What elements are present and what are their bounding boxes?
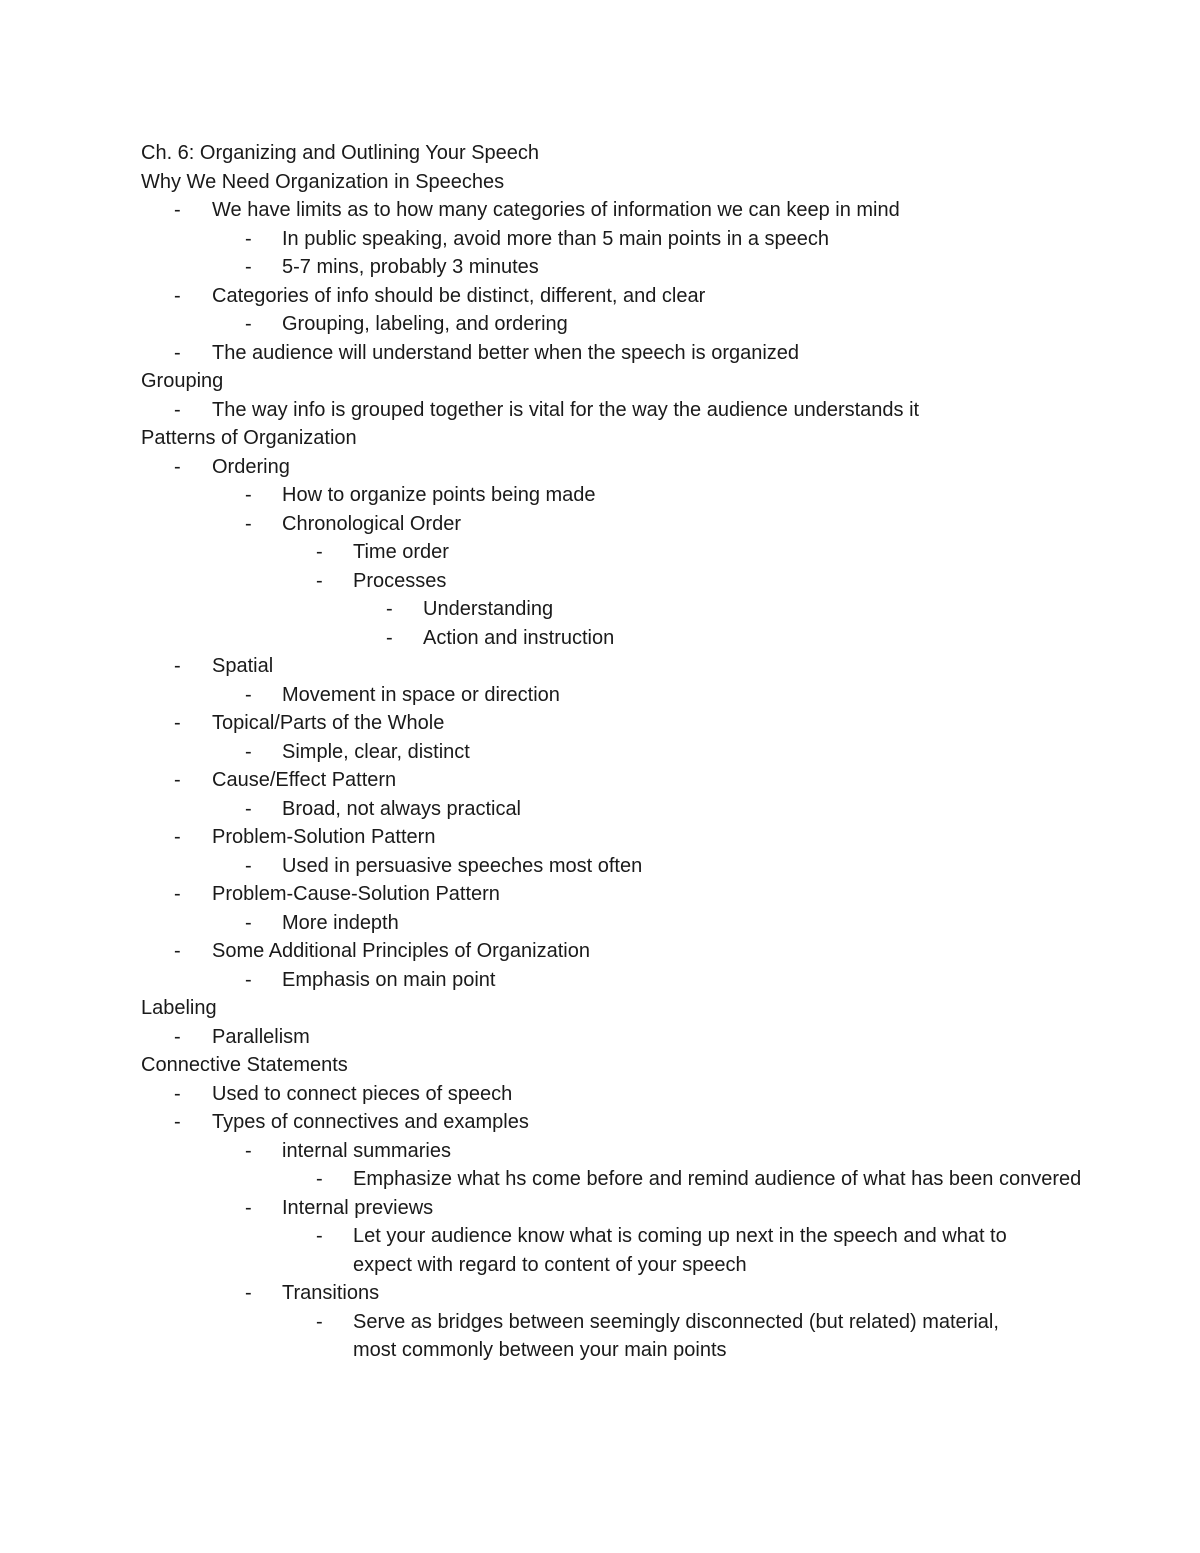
section-heading xyxy=(141,994,1101,1023)
outline-item xyxy=(141,567,1101,596)
document-title: Ch. 6: Organizing and Outlining Your Speech xyxy=(141,142,540,164)
outline-text: We have limits as to how many categories of information we can keep in mind xyxy=(212,199,900,221)
outline-text: Let your audience know what is coming up next in the speech and what to expect with regard to content of your speech xyxy=(353,1225,1007,1276)
outline-text: Simple, clear, distinct xyxy=(282,740,470,763)
outline-item xyxy=(141,1023,1101,1052)
dash-bullet-icon: - xyxy=(316,1310,323,1333)
dash-bullet-icon: - xyxy=(386,598,393,620)
outline-text: Understanding xyxy=(423,598,554,620)
dash-bullet-icon: - xyxy=(245,484,252,506)
dash-bullet-icon: - xyxy=(174,940,181,962)
dash-bullet-icon: - xyxy=(245,740,252,763)
dash-bullet-icon: - xyxy=(174,826,181,848)
outline-item xyxy=(141,538,1101,567)
section-heading xyxy=(141,1051,1101,1080)
dash-bullet-icon: - xyxy=(245,1139,252,1162)
dash-bullet-icon: - xyxy=(174,712,181,734)
outline-text: Transitions xyxy=(282,1282,380,1304)
dash-bullet-icon: - xyxy=(174,284,181,307)
outline-text: Problem-Cause-Solution Pattern xyxy=(212,883,500,905)
dash-bullet-icon: - xyxy=(245,313,252,335)
outline-text: The way info is grouped together is vital for the way the audience understands it xyxy=(212,398,920,421)
outline-item xyxy=(141,453,1101,482)
document-body xyxy=(141,139,1101,1365)
outline-item xyxy=(141,738,1101,767)
outline-text: How to organize points being made xyxy=(282,484,596,506)
dash-bullet-icon: - xyxy=(174,1025,181,1048)
outline-item xyxy=(141,624,1101,653)
outline-item xyxy=(141,880,1101,909)
dash-bullet-icon: - xyxy=(245,1196,252,1219)
dash-bullet-icon: - xyxy=(245,256,252,278)
outline-item xyxy=(141,396,1101,425)
outline-text: Problem-Solution Pattern xyxy=(212,826,436,848)
outline-text: Chronological Order xyxy=(282,512,461,535)
outline-item xyxy=(141,709,1101,738)
dash-bullet-icon: - xyxy=(174,769,181,791)
outline-text: Categories of info should be distinct, different, and clear xyxy=(212,284,706,307)
dash-bullet-icon: - xyxy=(174,655,181,677)
outline-item xyxy=(141,1165,1101,1194)
outline-item xyxy=(141,225,1101,254)
outline-text: Emphasize what hs come before and remind audience of what has been convered xyxy=(353,1168,1082,1190)
outline-text: Serve as bridges between seemingly disconnected (but related) material, most commonly between your main points xyxy=(353,1310,999,1361)
outline-text: Action and instruction xyxy=(423,626,615,649)
outline-text: More indepth xyxy=(282,911,399,934)
outline-item xyxy=(141,1222,1046,1279)
dash-bullet-icon: - xyxy=(245,968,252,991)
outline-item xyxy=(141,510,1101,539)
outline-text: Patterns of Organization xyxy=(141,427,357,449)
outline-text: The audience will understand better when the speech is organized xyxy=(212,341,800,364)
outline-item xyxy=(141,1308,1046,1365)
section-heading xyxy=(141,367,1101,396)
dash-bullet-icon: - xyxy=(316,569,323,592)
outline-item xyxy=(141,909,1101,938)
outline-text: Parallelism xyxy=(212,1025,310,1048)
dash-bullet-icon: - xyxy=(245,911,252,934)
outline-item xyxy=(141,339,1101,368)
outline-text: Types of connectives and examples xyxy=(212,1111,529,1133)
outline-text: Time order xyxy=(353,541,449,563)
dash-bullet-icon: - xyxy=(174,455,181,478)
outline-item xyxy=(141,966,1101,995)
outline-text: Processes xyxy=(353,569,447,592)
dash-bullet-icon: - xyxy=(245,797,252,820)
outline-item xyxy=(141,1137,1101,1166)
outline-item xyxy=(141,1108,1101,1137)
outline-text: In public speaking, avoid more than 5 main points in a speech xyxy=(282,227,830,250)
outline-item xyxy=(141,595,1101,624)
outline-text: Some Additional Principles of Organization xyxy=(212,940,590,962)
dash-bullet-icon: - xyxy=(316,541,323,563)
outline-item xyxy=(141,196,1101,225)
dash-bullet-icon: - xyxy=(174,1111,181,1133)
dash-bullet-icon: - xyxy=(245,227,252,250)
outline-text: Used to connect pieces of speech xyxy=(212,1082,513,1105)
outline-text: Cause/Effect Pattern xyxy=(212,769,397,791)
section-heading xyxy=(141,424,1101,453)
outline-text: Labeling xyxy=(141,997,217,1019)
outline-text: Grouping xyxy=(141,370,224,392)
section-heading xyxy=(141,168,1101,197)
outline-text: Movement in space or direction xyxy=(282,683,560,706)
dash-bullet-icon: - xyxy=(316,1168,323,1190)
outline-item xyxy=(141,823,1101,852)
dash-bullet-icon: - xyxy=(174,341,181,364)
outline-text: Connective Statements xyxy=(141,1054,348,1076)
outline-text: Internal previews xyxy=(282,1196,434,1219)
dash-bullet-icon: - xyxy=(174,199,181,221)
outline-item xyxy=(141,766,1101,795)
outline-item xyxy=(141,282,1101,311)
outline-text: 5-7 mins, probably 3 minutes xyxy=(282,256,539,278)
dash-bullet-icon: - xyxy=(386,626,393,649)
outline-item xyxy=(141,481,1101,510)
dash-bullet-icon: - xyxy=(174,883,181,905)
dash-bullet-icon: - xyxy=(245,512,252,535)
outline-text: Topical/Parts of the Whole xyxy=(212,712,445,734)
outline-text: Emphasis on main point xyxy=(282,968,496,991)
outline-item xyxy=(141,852,1101,881)
outline-item xyxy=(141,1080,1101,1109)
dash-bullet-icon: - xyxy=(316,1225,323,1247)
outline-text: Spatial xyxy=(212,655,274,677)
outline-text: internal summaries xyxy=(282,1139,451,1162)
dash-bullet-icon: - xyxy=(174,1082,181,1105)
dash-bullet-icon: - xyxy=(245,683,252,706)
outline-text: Ordering xyxy=(212,455,290,478)
outline-item xyxy=(141,652,1101,681)
outline-text: Used in persuasive speeches most often xyxy=(282,854,643,877)
outline-text: Broad, not always practical xyxy=(282,797,522,820)
outline-item xyxy=(141,795,1101,824)
outline-item xyxy=(141,1279,1101,1308)
outline-text: Why We Need Organization in Speeches xyxy=(141,170,505,193)
outline-item xyxy=(141,253,1101,282)
outline-item xyxy=(141,937,1101,966)
outline-item xyxy=(141,1194,1101,1223)
outline-text: Grouping, labeling, and ordering xyxy=(282,313,568,335)
dash-bullet-icon: - xyxy=(174,398,181,421)
outline-item xyxy=(141,310,1101,339)
outline-item xyxy=(141,681,1101,710)
dash-bullet-icon: - xyxy=(245,854,252,877)
dash-bullet-icon: - xyxy=(245,1282,252,1304)
